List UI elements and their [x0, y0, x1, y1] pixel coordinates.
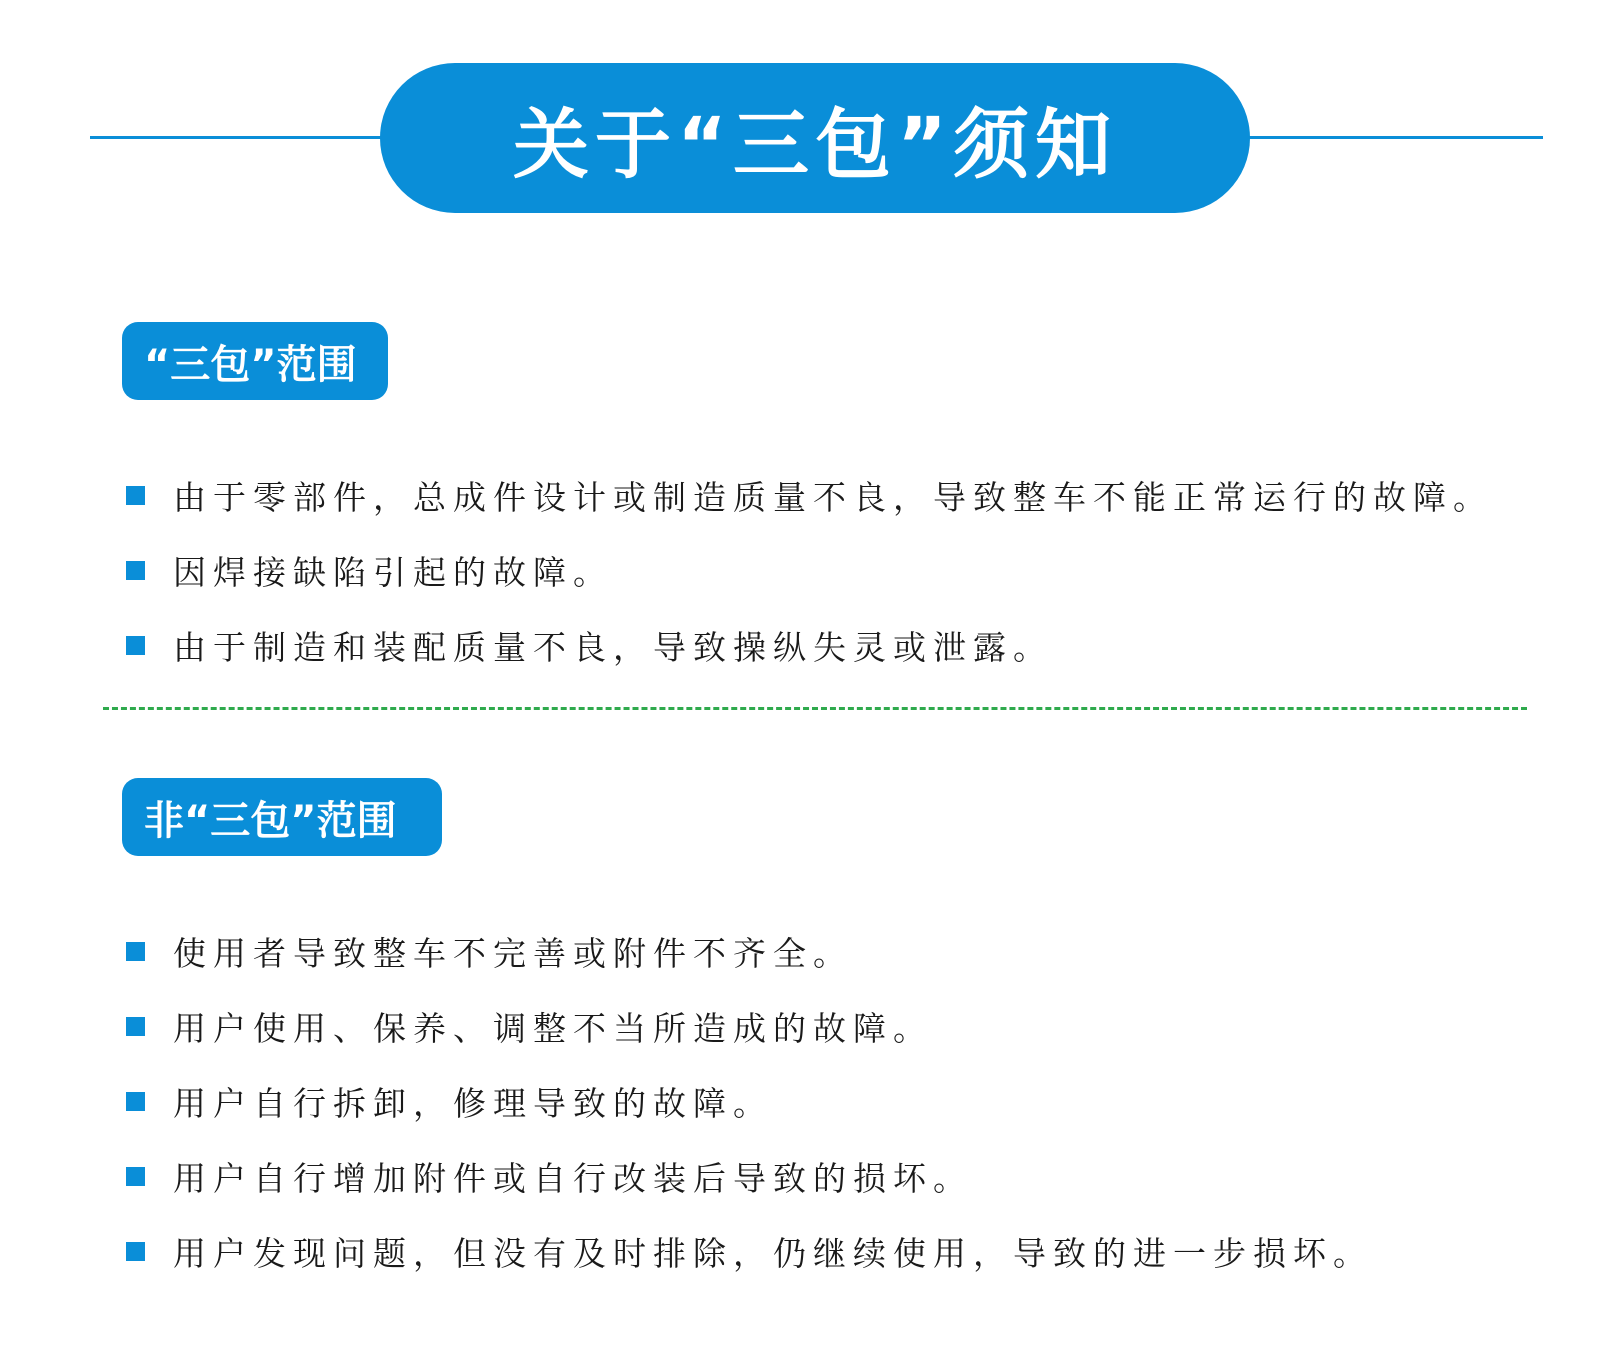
list-item-text: 用户使用、保养、调整不当所造成的故障。 — [173, 1009, 933, 1048]
square-bullet-icon — [126, 486, 145, 505]
list-item — [126, 533, 1493, 608]
list-item — [126, 608, 1493, 683]
list-item — [126, 989, 1373, 1064]
square-bullet-icon — [126, 561, 145, 580]
square-bullet-icon — [126, 1242, 145, 1261]
list-item — [126, 458, 1493, 533]
section-badge-non-warranty-scope: 非“三包”范围 — [122, 778, 442, 856]
list-item-text: 用户自行拆卸，修理导致的故障。 — [173, 1084, 773, 1123]
list-item-text: 使用者导致整车不完善或附件不齐全。 — [173, 934, 853, 973]
list-item — [126, 1214, 1373, 1289]
list-item — [126, 1064, 1373, 1139]
list-item — [126, 1139, 1373, 1214]
square-bullet-icon — [126, 942, 145, 961]
square-bullet-icon — [126, 1167, 145, 1186]
title-rule-left — [90, 136, 390, 139]
title-rule-right — [1235, 136, 1543, 139]
list-item-text: 用户自行增加附件或自行改装后导致的损坏。 — [173, 1159, 973, 1198]
list-item-text: 用户发现问题，但没有及时排除，仍继续使用，导致的进一步损坏。 — [173, 1234, 1373, 1273]
list-item-text: 由于零部件，总成件设计或制造质量不良，导致整车不能正常运行的故障。 — [173, 478, 1493, 517]
non-warranty-scope-list — [126, 914, 1373, 1289]
section-badge-warranty-scope: “三包”范围 — [122, 322, 388, 400]
section-divider — [103, 707, 1527, 710]
page-title: 关于“三包”须知 — [380, 63, 1250, 213]
warranty-scope-list — [126, 458, 1493, 683]
list-item — [126, 914, 1373, 989]
square-bullet-icon — [126, 1017, 145, 1036]
list-item-text: 因焊接缺陷引起的故障。 — [173, 553, 613, 592]
square-bullet-icon — [126, 636, 145, 655]
list-item-text: 由于制造和装配质量不良，导致操纵失灵或泄露。 — [173, 628, 1053, 667]
square-bullet-icon — [126, 1092, 145, 1111]
